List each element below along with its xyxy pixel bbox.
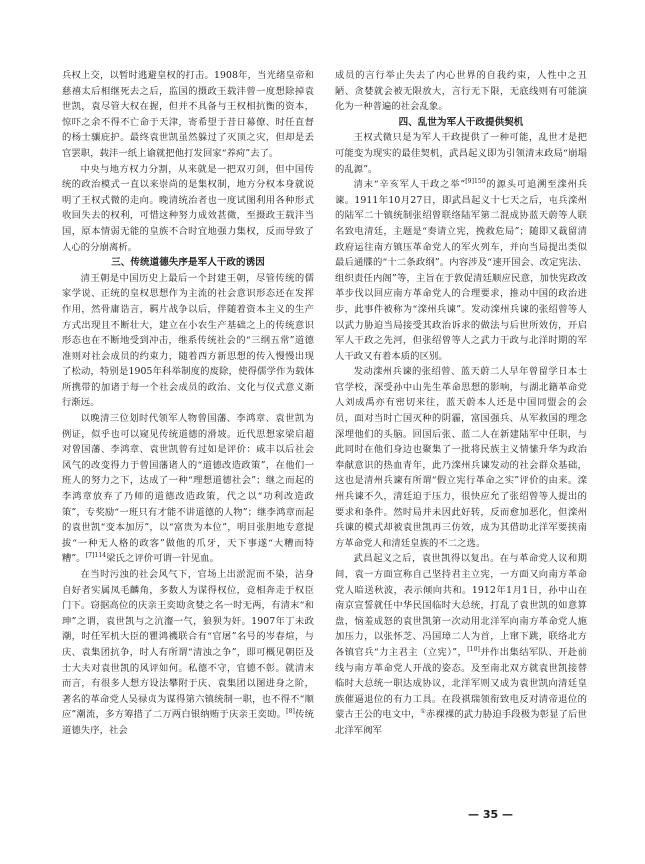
paragraph-text: 在当时污浊的社会风气下，官场上出淤泥而不染，洁身自好者实属凤毛麟角，多数人为谋得权位，竞相奔走于权臣门下。窃据高位的庆亲王奕劻贪婪之名一时无两，有清末“和珅”之谓，袁世凯与之沆瀣一气，狼狈为奸。1907年丁未政潮，时任军机大臣的瞿鸿禨联合有“官屠”名号的岑春煊，与庆、袁集团抗争，时人有所谓“清浊之争”，即可概见朝臣及士大夫对袁世凯的风评如何。私德不守，官德不彰。就清末而言，有很多人想方设法攀附于庆、袁集团以图进身之阶，著名的革命党人吴禄贞为谋得第六镇统制一职，也不得不“顺应”潮流，多方筹措了二万两白银纳贿于庆亲王奕劻。: [62, 569, 314, 721]
citation-ref: [10]: [467, 645, 480, 653]
left-column: [62, 68, 314, 739]
paragraph-text: 清末“辛亥军人干政之举”: [353, 179, 466, 191]
paragraph: [335, 177, 587, 364]
citation-ref: [7]114: [85, 552, 107, 560]
citation-ref: [9]150: [465, 178, 486, 186]
paragraph-text: 武昌起义之后，袁世凯得以复出。在与革命党人议和期间，袁一方面宣称自己坚持君主立宪，一方面又向南方革命党人暗送秋波，表示倾向共和。1912年1月1日，孙中山在南京宣誓就任中华民国临时大总统，打乱了袁世凯的如意算盘，恼羞成怒的袁世凯第一次动用北洋军向南方革命党人施加压力，以张怀芝、冯国璋二人为首，上窜下跳，联络北方各镇官兵“力主君主（立宪）”，: [335, 553, 587, 658]
right-column: [335, 68, 587, 739]
paragraph: 王权式微只是为军人干政提供了一种可能，乱世才是把可能变为现实的最佳契机，武昌起义即为引领清末政局“崩塌的乱源”。: [335, 132, 587, 175]
paragraph: 中央与地方权力分割，从来就是一把双刃剑，但中国传统的政治模式一直以来崇尚的是集权制，地方分权本身就说明了王权式微的走向。晚清统治者也一度试图利用各种形式收回失去的权利，可惜这种努力成效甚微，至摄政王载沣当国，原本情弱无能的皇族不合时宜地强力集权，反而导致了人心的分崩离析。: [62, 163, 314, 253]
paragraph: [62, 567, 314, 739]
section-heading: 三、传统道德失序是军人干政的诱因: [111, 257, 265, 269]
paragraph-text: 梁氏之评价可谓一针见血。: [106, 553, 219, 565]
paragraph: 成员的言行举止失去了内心世界的自我约束，人性中之丑陋、贪婪就会被无限放大，言行无下限，无底线则有可能演化为一种普遍的社会乱象。: [335, 70, 587, 113]
paragraph-text: 的源头可追溯至滦州兵谏。1911年10月27日，即武昌起义十七天之后，屯兵滦州的陆军二十镇统制张绍曾联络陆军第二混成协蓝天蔚等人联名致电清廷，主题是“奏请立宪，挽救危局”；随即又裁留清政府运往南方镇压革命党人的军火列车，并向当局提出类似最后通牒的“十二条政纲”。内容涉及“速开国会、改定宪法、组织责任内阁”等，主旨在于敦促清廷顺应民意，加快宪政改革步伐以回应南方革命党人的合理要求，推动中国的政治进步，此事件被称为“滦州兵谏”。发动滦州兵谏的张绍曾等人以武力胁迫当局接受其政治诉求的做法与后世所效仿，开启军人干政之先河，但张绍曾等人之武力干政与北洋时期的军人干政又有着本质的区别。: [335, 179, 587, 362]
paragraph: [335, 551, 587, 738]
section-heading: 四、乱世为军人干政提供契机: [398, 116, 524, 128]
article-page: [62, 68, 587, 808]
paragraph: 清王朝是中国历史上最后一个封建王朝，尽管传统的儒家学说、正统的皇权思想作为主流的社会意识形态还在发挥作用，然骨庸诰言，羁片战争以后，伴随着资本主义的生产方式出现且不断壮大，建立在小农生产基础之上的传统意识形态也在不断地受到冲击，维系传统社会的“三纲五常”道德准则对社会成员的约束力，随着西方新思想的传入慢慢出现了松动，特别是1905年科举制度的废除，使得儒学作为载体所携带的加诸于每一个社会成员的政治、文化与仪式意义渐行渐远。: [62, 272, 314, 409]
footnote-marker: ①: [420, 708, 426, 716]
page-number: — 35 —: [468, 808, 513, 821]
paragraph: 发动滦州兵谏的张绍曾、蓝天蔚二人早年曾留学日本士官学校，深受孙中山先生革命思想的影响，与湖北籍革命党人刘成禹亦有密切来往，蓝天蔚本人还是中国同盟会的会员，面对当时亡国灭种的阴霾，富国强兵、从军救国的理念深埋他们的头脑。回国后张、蓝二人在新建陆军中任职，与此同时在他们身边也聚集了一批将民族主义情愫升华为政治奉献意识的热血青年，此乃滦州兵谏发动的社会群众基础，这也是清州兵谏有所谓“假立宪行革命之实”评价的由来。滦州兵谏不久，清廷迫于压力，很快应允了张绍曾等人提出的要求和条件。然时局并未因此好转，反而愈加恶化，但滦州兵谏的模式却被袁世凯再三仿效，成为其借助北洋军要挟南方革命党人和清廷皇族的不二之选。: [335, 366, 587, 549]
paragraph: [62, 411, 314, 567]
paragraph-text: 传统道德失序，社会: [62, 709, 315, 736]
paragraph-text: 以晚清三位划时代领军人物曾国藩、李鸿章、袁世凯为例证，似乎也可以窥见传统道德的滑坡。近代思想家梁启超对曾国藩、李鸿章、袁世凯曾有过如是评价：咸丰以后社会风气的改变得力于曾国藩诸人的“道德改造政策”，在他们一班人的努力之下，达成了一种“理想道德社会”；继之而起的李鸿章放弃了乃师的道德改造政策，代之以“功利改造政策”，专奖励“一班只有才能不讲道德的人物”；继李鸿章而起的袁世凯“变本加厉”，以“富贵为本位”，明目张胆地专意提拔“一种无人格的政客”做他的爪牙，天下事遂“大糟而特糟”。: [62, 413, 314, 565]
citation-ref: [8]: [286, 708, 295, 716]
paragraph-text: 并作出集结军队、开赴前线与南方革命党人开战的姿态。及至南北双方就袁世凯接替临时大总统一职达成协议，北洋军则又成为袁世凯向清廷皇族催逼退位的有力工具。在段祺瑞领衔致电反对清帝退位的蒙古王公的电文中，: [335, 646, 587, 721]
paragraph-text: 赤裸裸的武力胁迫手段极为彰显了后世北洋军阀军: [335, 709, 588, 736]
paragraph: 兵权上交，以暂时逃避皇权的打击。1908年，当光绪皇帝和慈禧太后相继死去之后，监国的摄政王载沣曾一度想除掉袁世凯，袁尽管大权在握，但并不具备与王权相抗衡的资本，惊吓之余不得不亡命于天津，寄希望于昔日幕僚、时任直督的杨士骧庇护。最终袁世凯虽然躲过了灭顶之灾，但却是丢官罢职，载沣一纸上谕就把他打发回家“养疴”去了。: [62, 70, 314, 159]
